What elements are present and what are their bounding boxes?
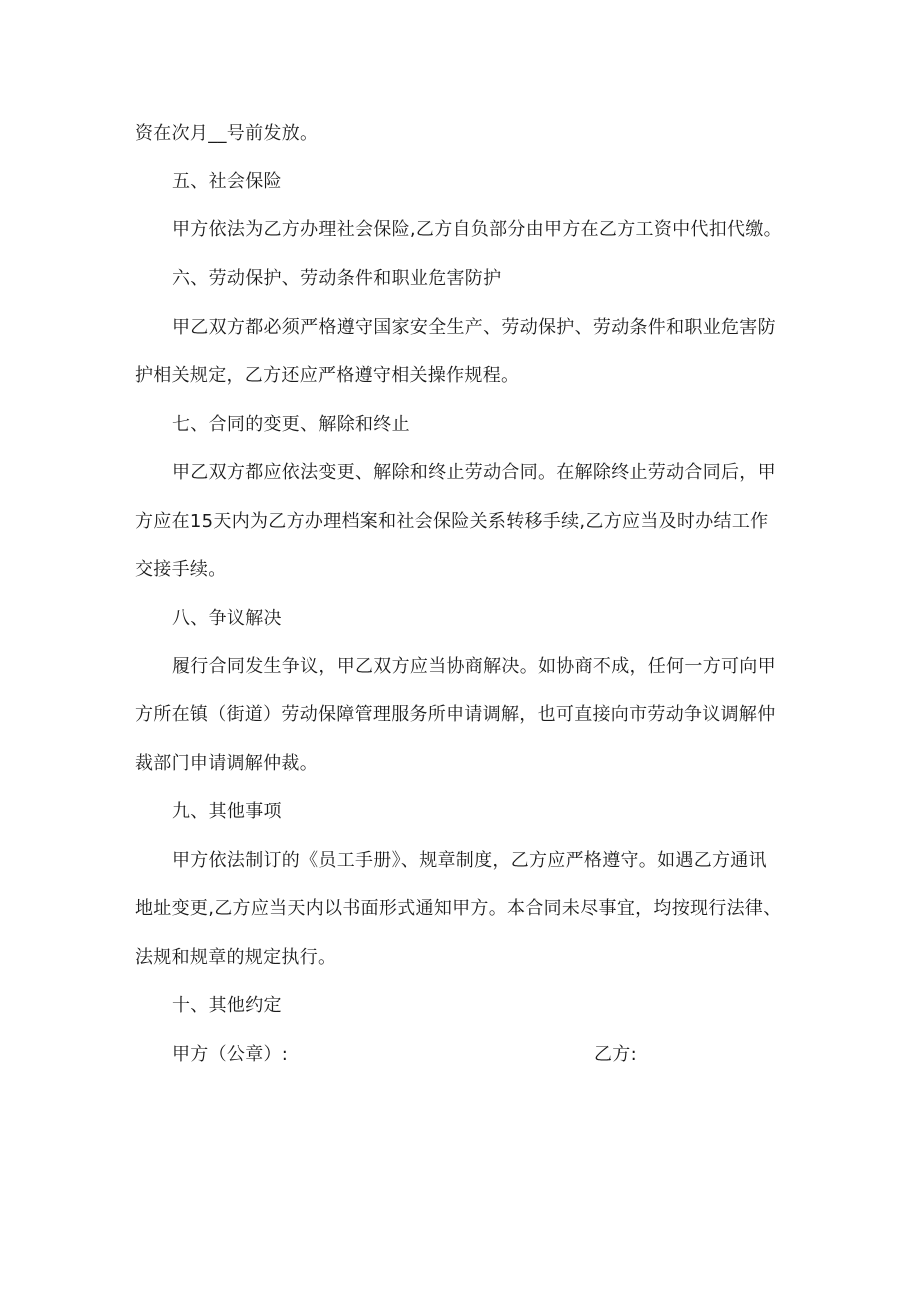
section-heading-other-matters: 九、其他事项 — [172, 801, 282, 822]
section-heading-social-insurance: 五、社会保险 — [172, 171, 282, 192]
section-heading-other-agreements: 十、其他约定 — [172, 995, 282, 1016]
signature-party-b: 乙方: — [594, 1044, 637, 1065]
paragraph-line: 地址变更,乙方应当天内以书面形式通知甲方。本合同未尽事宜，均按现行法律、 — [135, 898, 782, 919]
paragraph-line: 裁部门申请调解仲裁。 — [135, 753, 318, 774]
paragraph-line: 法规和规章的规定执行。 — [135, 947, 337, 968]
paragraph-line: 甲方依法为乙方办理社会保险,乙方自负部分由甲方在乙方工资中代扣代缴。 — [172, 219, 782, 240]
paragraph-line: 交接手续。 — [135, 559, 227, 580]
paragraph-line: 甲乙双方都应依法变更、解除和终止劳动合同。在解除终止劳动合同后，甲 — [172, 462, 776, 483]
section-heading-dispute-resolution: 八、争议解决 — [172, 608, 282, 629]
section-heading-contract-changes: 七、合同的变更、解除和终止 — [172, 414, 410, 435]
paragraph-line: 方所在镇（街道）劳动保障管理服务所申请调解，也可直接向市劳动争议调解仲 — [135, 704, 776, 725]
signature-party-a: 甲方（公章）: — [172, 1044, 289, 1065]
paragraph-line: 护相关规定，乙方还应严格遵守相关操作规程。 — [135, 365, 520, 386]
paragraph-line: 甲方依法制订的《员工手册》、规章制度，乙方应严格遵守。如遇乙方通讯 — [172, 850, 767, 871]
paragraph-line: 方应在15天内为乙方办理档案和社会保险关系转移手续,乙方应当及时办结工作 — [135, 511, 769, 532]
section-heading-labor-protection: 六、劳动保护、劳动条件和职业危害防护 — [172, 268, 502, 289]
paragraph-line: 履行合同发生争议，甲乙双方应当协商解决。如协商不成，任何一方可向甲 — [172, 656, 776, 677]
paragraph-line: 资在次月__号前发放。 — [135, 123, 319, 144]
paragraph-line: 甲乙双方都必须严格遵守国家安全生产、劳动保护、劳动条件和职业危害防 — [172, 317, 776, 338]
